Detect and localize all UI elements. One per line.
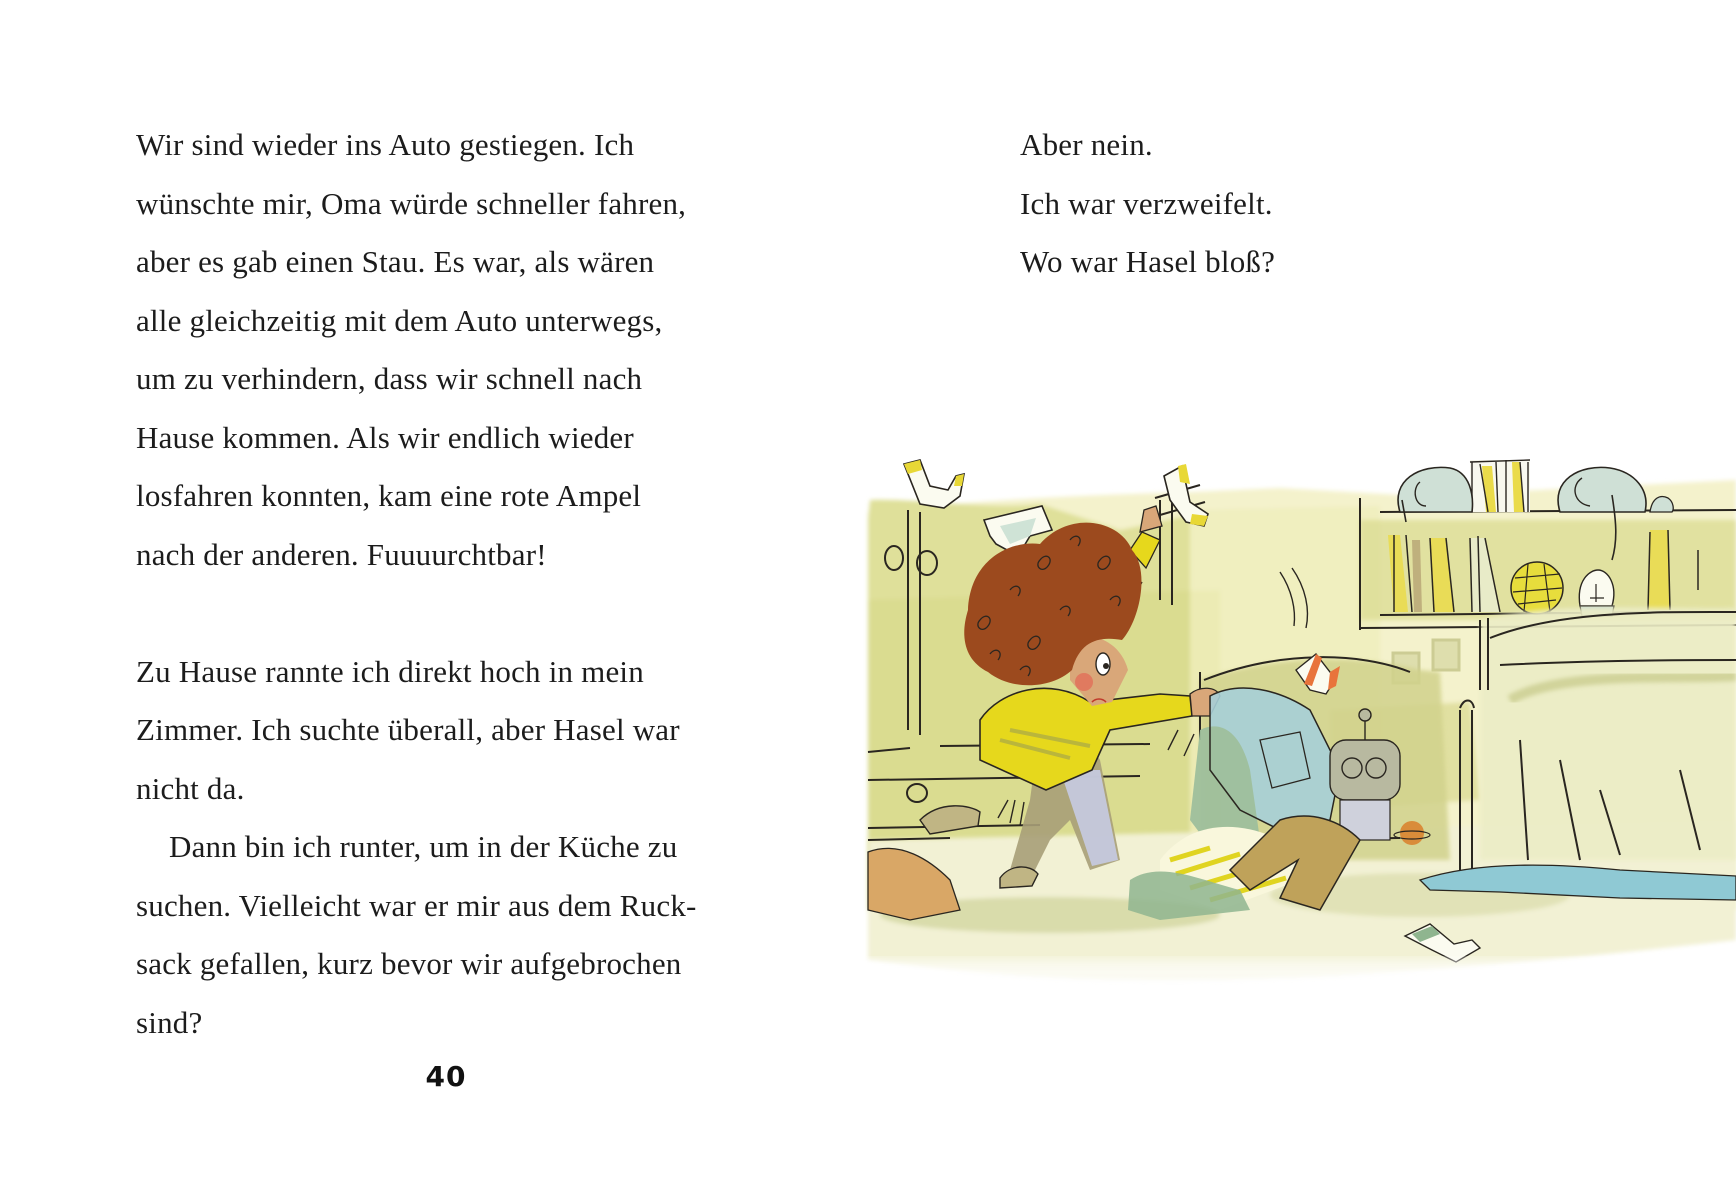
text-line: Zu Hause rannte ich direkt hoch in mein [136,653,644,689]
text-line: alle gleichzeitig mit dem Auto unterwegs, [136,302,663,338]
text-line: Wo war Hasel bloß? [1020,244,1276,279]
text-line: nach der anderen. Fuuuurchtbar! [136,536,547,572]
text-line: Hause kommen. Als wir endlich wieder [136,419,634,455]
text-line: losfahren konnten, kam eine rote Ampel [136,478,642,513]
text-line: um zu verhindern, dass wir schnell nach [136,361,643,396]
text-line: Ich war verzweifelt. [1020,185,1273,221]
text-line-indented: Dann bin ich runter, um in der Küche zu [169,829,678,864]
right-page-text [1020,116,1420,292]
text-line: Wir sind wieder ins Auto gestiegen. Ich [136,127,635,162]
text-line: sind? [136,1004,203,1040]
text-line: wünschte mir, Oma würde schneller fahren, [136,185,687,221]
paragraph-spacer [136,584,756,643]
text-line: suchen. Vielleicht war er mir aus dem Ruck- [136,887,697,923]
text-line: nicht da. [136,770,245,806]
books-upper [1470,460,1530,512]
globe-icon [1511,562,1563,614]
page-number: 40 [425,1060,467,1093]
flying-sock-icon [904,460,964,508]
text-line: Aber nein. [1020,127,1153,162]
text-line: sack gefallen, kurz bevor wir aufgebrochen [136,946,682,981]
text-line: aber es gab einen Stau. Es war, als wären [136,244,655,279]
text-line: Zimmer. Ich suchte überall, aber Hasel war [136,712,680,747]
bedroom-illustration [860,440,1736,1000]
left-page-text [136,116,756,1052]
